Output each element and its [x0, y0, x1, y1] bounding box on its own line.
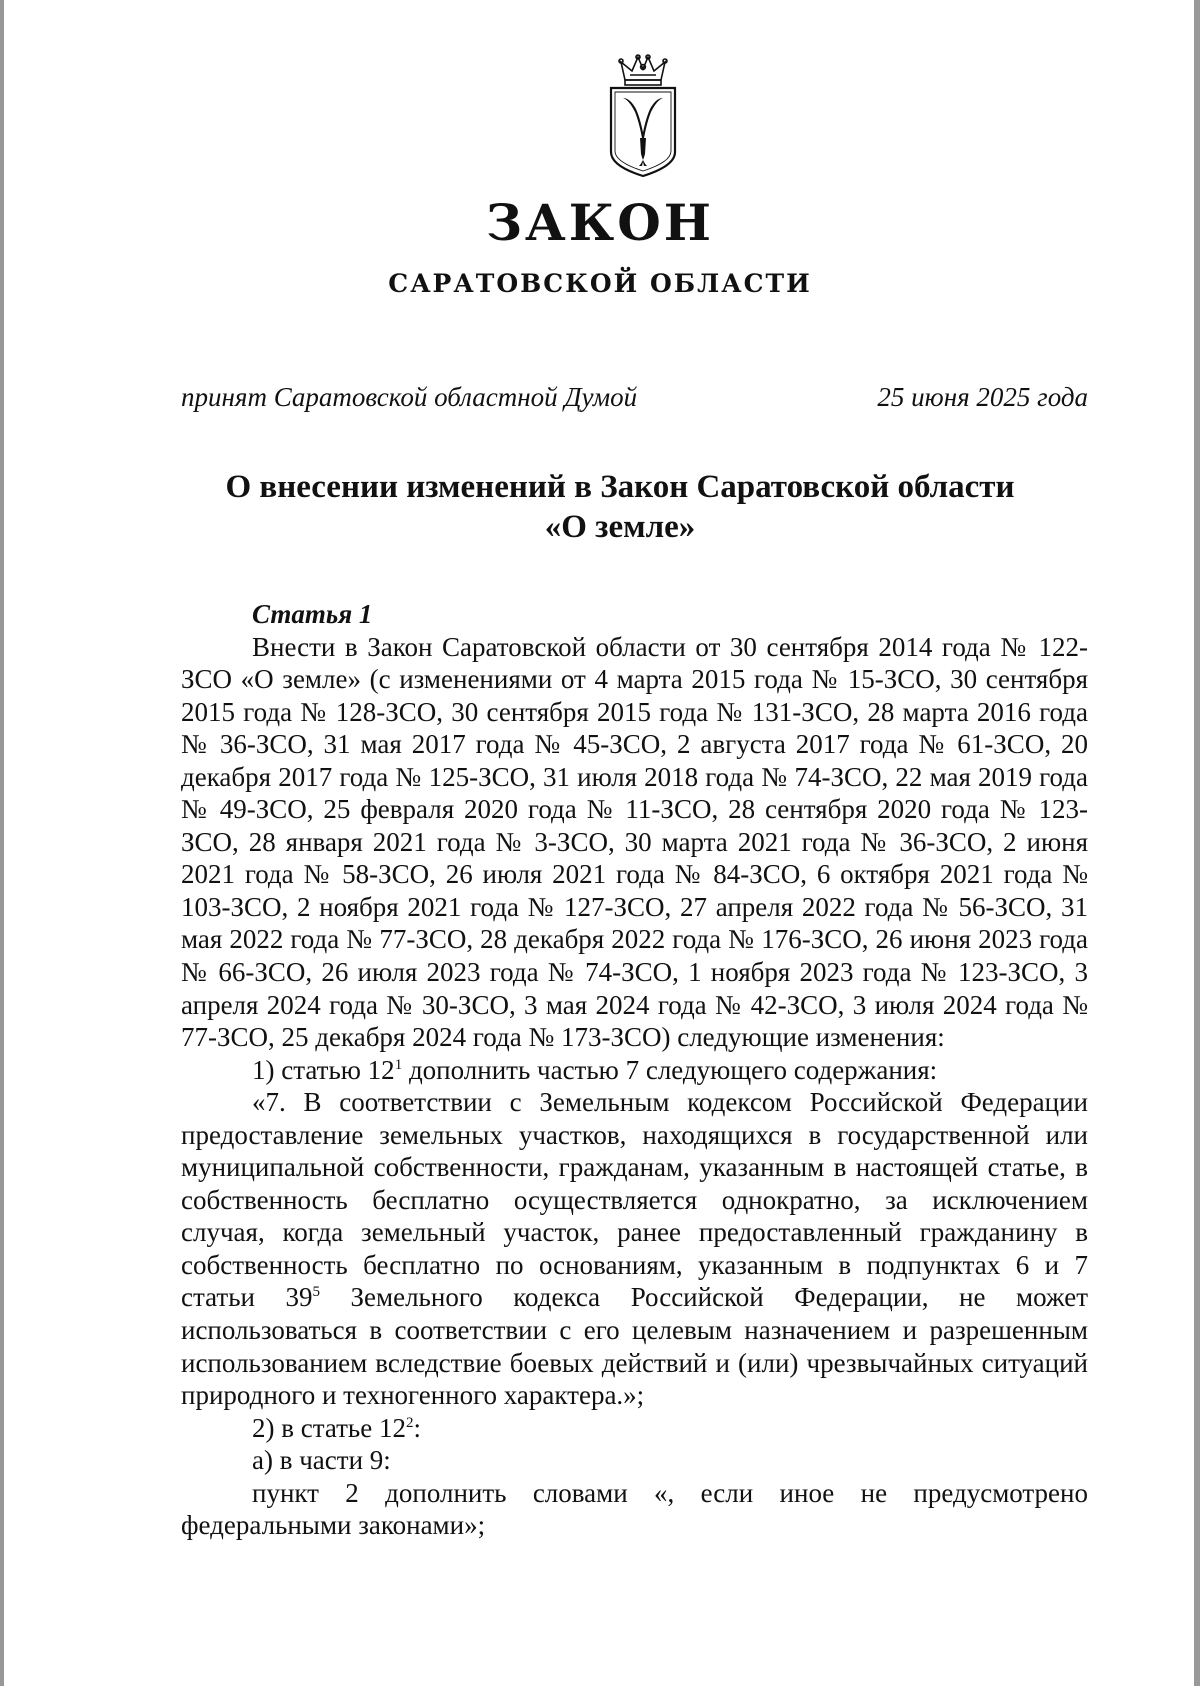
article-intro-paragraph: Внести в Закон Саратовской области от 30 сентября 2014 года № 122-ЗСО «О земле» (с изменениями от 4 марта 2015 года № 15-ЗСО, 30 сентября 2015 года № 128-ЗСО, 30 сентября 2015 года № 131-ЗСО, 28 марта 2016 года № 36-ЗСО, 31 мая 2017 года № 45-ЗСО, 2 августа 2017 года № 61-ЗСО, 20 декабря 2017 года № 125-ЗСО, 31 июля 2018 года № 74-ЗСО, 22 мая 2019 года № 49-ЗСО, 25 февраля 2020 года № 11-ЗСО, 28 сентября 2020 года № 123-ЗСО, 28 января 2021 года № 3-ЗСО, 30 марта 2021 года № 36-ЗСО, 2 июня 2021 года № 58-ЗСО, 26 июля 2021 года № 84-ЗСО, 6 октября 2021 года № 103-ЗСО, 2 ноября 2021 года № 127-ЗСО, 27 апреля 2022 года № 56-ЗСО, 31 мая 2022 года № 77-ЗСО, 28 декабря 2022 года № 176-ЗСО, 26 июня 2023 года № 66-ЗСО, 26 июля 2023 года № 74-ЗСО, 1 ноября 2023 года № 123-ЗСО, 3 апреля 2024 года № 30-ЗСО, 3 мая 2024 года № 42-ЗСО, 3 июля 2024 года № 77-ЗСО, 25 декабря 2024 года № 173-ЗСО) следующие изменения: — [181, 631, 1088, 1053]
document-title: ЗАКОН — [485, 193, 715, 252]
scan-edge-left — [0, 0, 4, 1686]
article-body — [181, 598, 1088, 1542]
law-title — [120, 467, 1120, 547]
item-2-superscript: 2 — [405, 1414, 414, 1431]
law-title-line-2: «О земле» — [544, 509, 696, 545]
point-2-paragraph: пункт 2 дополнить словами «, если иное не предусмотрено федеральными законами»; — [181, 1477, 1088, 1541]
item-1-text: 1) статью 12 — [252, 1054, 395, 1085]
item-2-text-end: : — [413, 1412, 421, 1443]
saratov-coat-of-arms-icon — [603, 54, 683, 178]
part-7-text-end: Земельного кодекса Российской Федерации, не может использоваться в соответствии с его целевым назначением и разрешенным использованием вследствие боевых действий и (или) чрезвычайных ситуаций природного и техногенного характера.»; — [181, 1282, 1088, 1411]
part-7-superscript: 5 — [312, 1284, 320, 1301]
scan-edge-right — [1194, 0, 1200, 1686]
adopted-by-text: принят Саратовской областной Думой — [181, 382, 638, 412]
item-1-paragraph — [181, 1054, 1088, 1087]
sub-a-paragraph: а) в части 9: — [252, 1445, 391, 1476]
part-7-quote-paragraph — [181, 1086, 1088, 1411]
item-2-text: 2) в статье 12 — [252, 1412, 406, 1443]
article-heading: Статья 1 — [252, 599, 373, 629]
adoption-date: 25 июня 2025 года — [877, 382, 1088, 412]
item-1-superscript: 1 — [394, 1056, 403, 1073]
part-7-text: «7. В соответствии с Земельным кодексом Российской Федерации предоставление земельных участков, находящихся в государственной или муниципальной собственности, гражданам, указанным в настоящей статье, в собственность бесплатно осуществляется однократно, за исключением случая, когда земельный участок, ранее предоставленный гражданину в собственность бесплатно по основаниям, указанным в подпунктах 6 и 7 статьи 39 — [181, 1087, 1088, 1313]
law-title-line-1: О внесении изменений в Закон Саратовской области — [225, 469, 1015, 505]
item-2-paragraph — [181, 1412, 1088, 1445]
document-subtitle: САРАТОВСКОЙ ОБЛАСТИ — [388, 269, 812, 298]
item-1-text-end: дополнить частью 7 следующего содержания: — [402, 1054, 938, 1085]
